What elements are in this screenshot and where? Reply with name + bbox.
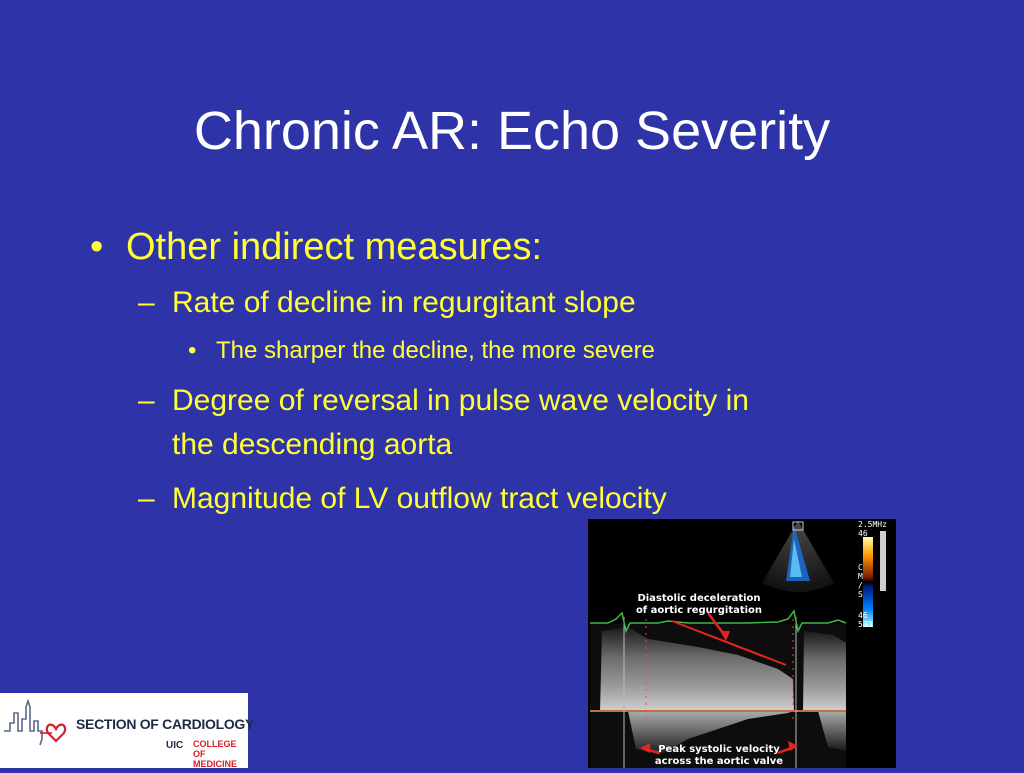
- doppler-echo-image: [588, 519, 896, 768]
- annotation-peak-systolic: [654, 744, 784, 768]
- bullet-marker: •: [188, 337, 197, 364]
- scale-unit-s: S: [858, 590, 863, 599]
- scale-value: 533: [858, 620, 873, 629]
- annotation-diastolic-line1: Diastolic deceleration: [637, 593, 761, 604]
- scale-unit-m: M: [858, 572, 863, 581]
- annotation-peak-line2: across the aortic valve: [654, 756, 784, 767]
- dash-marker: –: [138, 482, 155, 515]
- bullet-marker: •: [90, 226, 104, 268]
- slide-title: Chronic AR: Echo Severity: [193, 101, 831, 161]
- subbullet-lv-outflow: [138, 477, 898, 521]
- bullet-text: Other indirect measures:: [126, 226, 543, 268]
- subbullet-rate-of-decline: [138, 281, 898, 325]
- logo-section-text: SECTION OF CARDIOLOGY: [76, 716, 255, 732]
- scale-unit-c: C: [858, 563, 863, 572]
- skyline-heart-icon: [0, 693, 76, 768]
- subbullet-text-line2: the descending aorta: [172, 428, 453, 461]
- logo-college: [193, 739, 248, 769]
- dash-marker: –: [138, 286, 155, 319]
- annotation-diastolic-line2: of aortic regurgitation: [635, 605, 763, 616]
- dash-marker: –: [138, 384, 155, 417]
- subbullet-degree-of-reversal: [138, 379, 898, 467]
- cardiology-logo: [0, 693, 255, 769]
- logo-uic: UIC: [166, 740, 184, 751]
- subbullet-text: Magnitude of LV outflow tract velocity: [172, 482, 667, 515]
- subbullet-text: Rate of decline in regurgitant slope: [172, 286, 636, 319]
- subbullet-text-line1: Degree of reversal in pulse wave velocity in: [172, 384, 749, 417]
- annotation-peak-line1: Peak systolic velocity: [658, 744, 780, 755]
- regurgitant-spectrum-2: [803, 631, 846, 711]
- freq-label: 2.5MHz: [858, 520, 887, 529]
- annotation-diastolic: [634, 593, 764, 617]
- subsubbullet-text: The sharper the decline, the more severe: [216, 337, 655, 364]
- scale-bottom-label: 46: [858, 611, 868, 620]
- scale-top-label: 46: [858, 529, 868, 538]
- logo-college-line1: COLLEGE OF: [193, 739, 237, 759]
- doppler-graphic: [588, 519, 896, 768]
- logo-college-line2: MEDICINE: [193, 759, 238, 769]
- scale-unit-slash: /: [858, 581, 863, 590]
